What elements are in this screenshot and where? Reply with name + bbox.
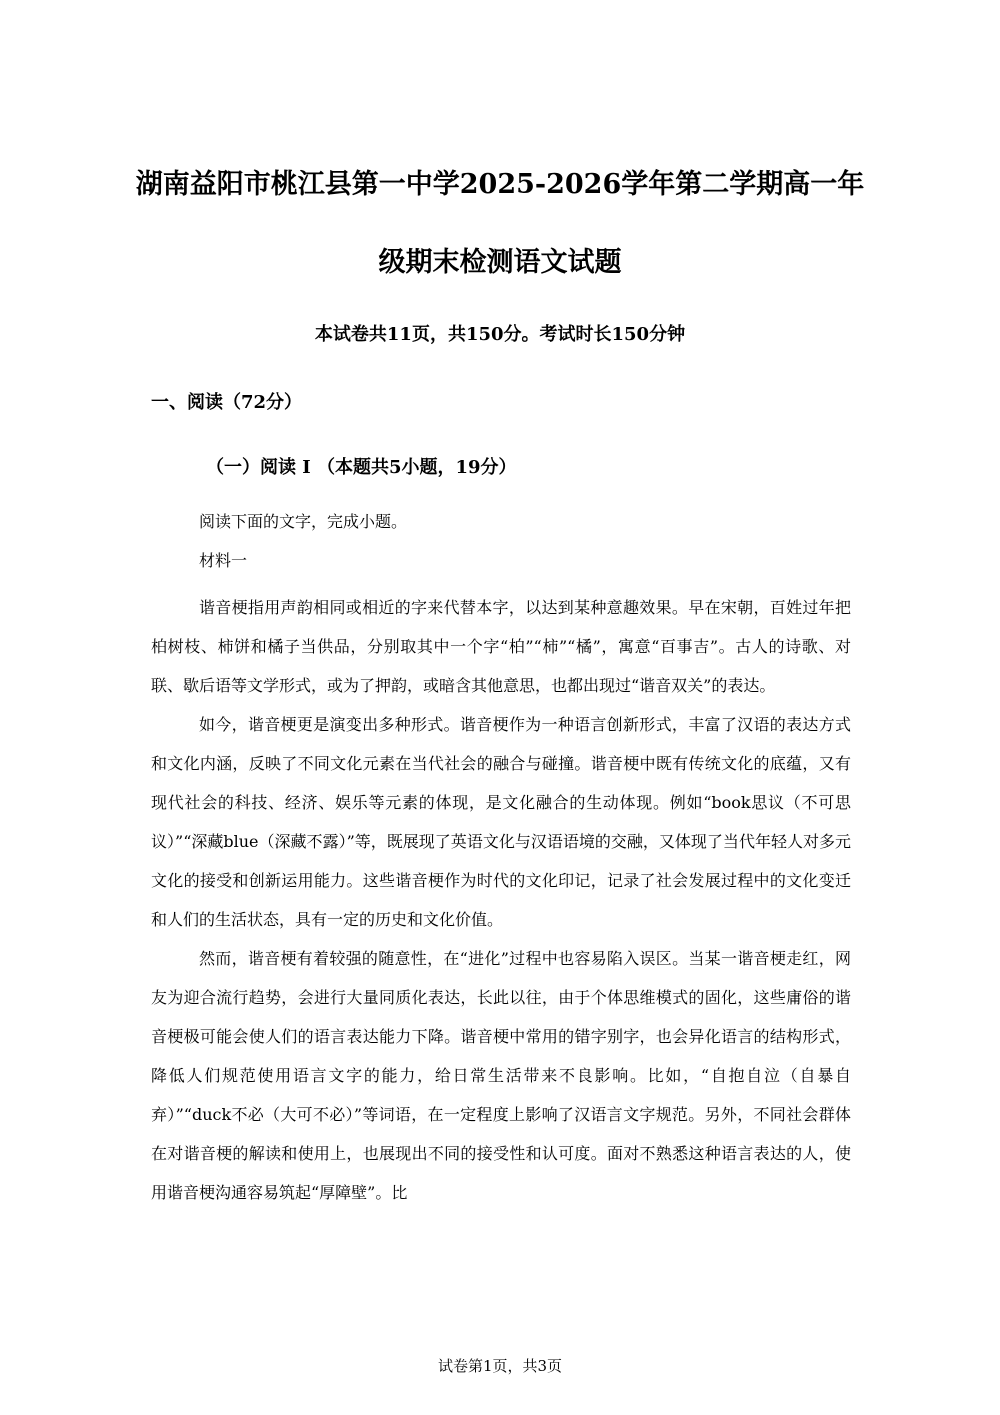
- passage-paragraph-3: 然而，谐音梗有着较强的随意性，在“进化”过程中也容易陷入误区。当某一谐音梗走红，网友为迎合流行趋势，会进行大量同质化表达，长此以往，由于个体思维模式的固化，这些庸俗的谐音梗极可能会使人们的语言表达能力下降。谐音梗中常用的错字别字，也会异化语言的结构形式，降低人们规范使用语言文字的能力，给日常生活带来不良影响。比如，“自抱自泣（自暴自弃）”“duck不必（大可不必）”等词语，在一定程度上影响了汉语言文字规范。另外，不同社会群体在对谐音梗的解读和使用上，也展现出不同的接受性和认可度。面对不熟悉这种语言表达的人，使用谐音梗沟通容易筑起“厚障壁”。比: [151, 949, 851, 1202]
- exam-subtitle: 本试卷共11页，共150分。考试时长150分钟: [314, 324, 686, 345]
- exam-title-line-2: 级期末检测语文试题: [378, 247, 622, 278]
- reading-instruction: 阅读下面的文字，完成小题。: [199, 512, 408, 531]
- exam-title-line-1: 湖南益阳市桃江县第一中学2025-2026学年第二学期高一年: [135, 169, 865, 200]
- subsection-heading: （一）阅读 I （本题共5小题，19分）: [206, 457, 517, 478]
- material-label: 材料一: [199, 551, 248, 570]
- passage-body: [151, 588, 851, 1212]
- passage-paragraph-1: 谐音梗指用声韵相同或相近的字来代替本字，以达到某种意趣效果。早在宋朝，百姓过年把柏树枝、柿饼和橘子当供品，分别取其中一个字“柏”“柿”“橘”，寓意“百事吉”。古人的诗歌、对联、歇后语等文学形式，或为了押韵，或暗含其他意思，也都出现过“谐音双关”的表达。: [151, 598, 851, 695]
- passage-paragraph-2: 如今，谐音梗更是演变出多种形式。谐音梗作为一种语言创新形式，丰富了汉语的表达方式和文化内涵，反映了不同文化元素在当代社会的融合与碰撞。谐音梗中既有传统文化的底蕴，又有现代社会的科技、经济、娱乐等元素的体现，是文化融合的生动体现。例如“book思议（不可思议）”“深藏blue（深藏不露）”等，既展现了英语文化与汉语语境的交融，又体现了当代年轻人对多元文化的接受和创新运用能力。这些谐音梗作为时代的文化印记，记录了社会发展过程中的文化变迁和人们的生活状态，具有一定的历史和文化价值。: [151, 715, 851, 929]
- section-heading: 一、阅读（72分）: [151, 392, 303, 413]
- page-footer: 试卷第1页，共3页: [437, 1357, 563, 1375]
